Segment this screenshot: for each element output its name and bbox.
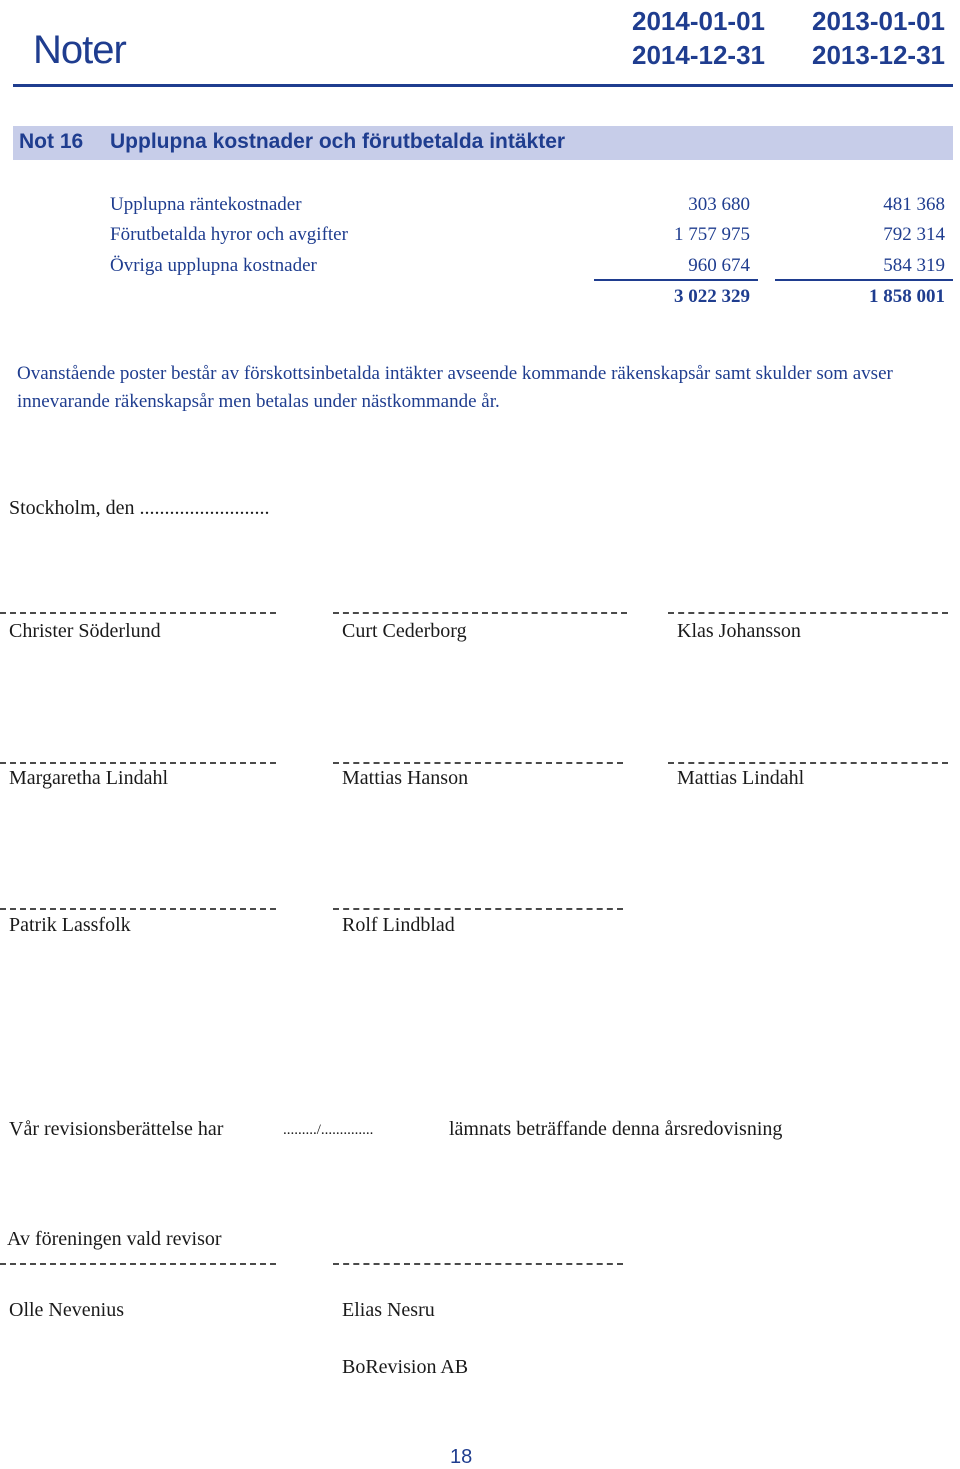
period-current-start: 2014-01-01 xyxy=(632,6,765,36)
signatory-name: Patrik Lassfolk xyxy=(9,914,131,936)
signatory-name: Margaretha Lindahl xyxy=(9,767,169,789)
note-total-current: 3 022 329 xyxy=(674,286,750,307)
sum-underline-prior xyxy=(775,279,953,281)
auditor-name: Elias Nesru xyxy=(342,1299,435,1321)
audit-statement-prefix: Vår revisionsberättelse har xyxy=(9,1118,224,1140)
audit-firm: BoRevision AB xyxy=(342,1356,469,1378)
signatory-name: Mattias Hanson xyxy=(342,767,469,789)
signatory-name: Mattias Lindahl xyxy=(677,767,805,789)
period-current-end: 2014-12-31 xyxy=(632,40,765,70)
signature-line xyxy=(333,908,623,910)
note-row-current: 303 680 xyxy=(688,194,750,215)
note-row-label: Förutbetalda hyror och avgifter xyxy=(110,224,348,245)
signature-line xyxy=(333,1263,623,1265)
signature-line xyxy=(668,762,948,764)
note-number: Not 16 xyxy=(19,130,84,153)
page-number: 18 xyxy=(450,1446,473,1468)
audit-statement-suffix: lämnats beträffande denna årsredovisning xyxy=(449,1118,783,1140)
signature-line xyxy=(0,762,276,764)
signatory-name: Curt Cederborg xyxy=(342,620,467,642)
period-current-header xyxy=(605,4,765,72)
note-row-prior: 584 319 xyxy=(883,255,945,276)
note-row-prior: 481 368 xyxy=(883,194,945,215)
note-row-current: 960 674 xyxy=(688,255,750,276)
period-prior-start: 2013-01-01 xyxy=(812,6,945,36)
note-title: Upplupna kostnader och förutbetalda intäkter xyxy=(110,130,566,153)
auditor-name: Olle Nevenius xyxy=(9,1299,124,1321)
signature-line xyxy=(668,612,948,614)
signatory-name: Rolf Lindblad xyxy=(342,914,455,936)
note-description: Ovanstående poster består av förskottsinbetalda intäkter avseende kommande räkenskapsår samt skulder som avser innevarande räkenskapsår men betalas under nästkommande år. xyxy=(17,363,893,412)
signature-line xyxy=(0,908,276,910)
signatory-name: Klas Johansson xyxy=(677,620,801,642)
page-title: Noter xyxy=(33,28,126,72)
signature-line xyxy=(333,762,623,764)
signature-line xyxy=(333,612,627,614)
sum-underline-current xyxy=(594,279,758,281)
signatory-name: Christer Söderlund xyxy=(9,620,161,642)
audit-date-blank: ........./.............. xyxy=(283,1122,374,1138)
signature-line xyxy=(0,612,276,614)
place-date: Stockholm, den .......................... xyxy=(9,497,270,519)
note-total-prior: 1 858 001 xyxy=(869,286,945,307)
header-divider xyxy=(13,84,953,87)
period-prior-header xyxy=(785,4,945,72)
signature-line xyxy=(0,1263,276,1265)
note-row-label: Övriga upplupna kostnader xyxy=(110,255,317,276)
auditor-heading: Av föreningen vald revisor xyxy=(7,1228,222,1250)
period-prior-end: 2013-12-31 xyxy=(812,40,945,70)
note-row-current: 1 757 975 xyxy=(674,224,750,245)
note-row-prior: 792 314 xyxy=(883,224,945,245)
note-row-label: Upplupna räntekostnader xyxy=(110,194,302,215)
